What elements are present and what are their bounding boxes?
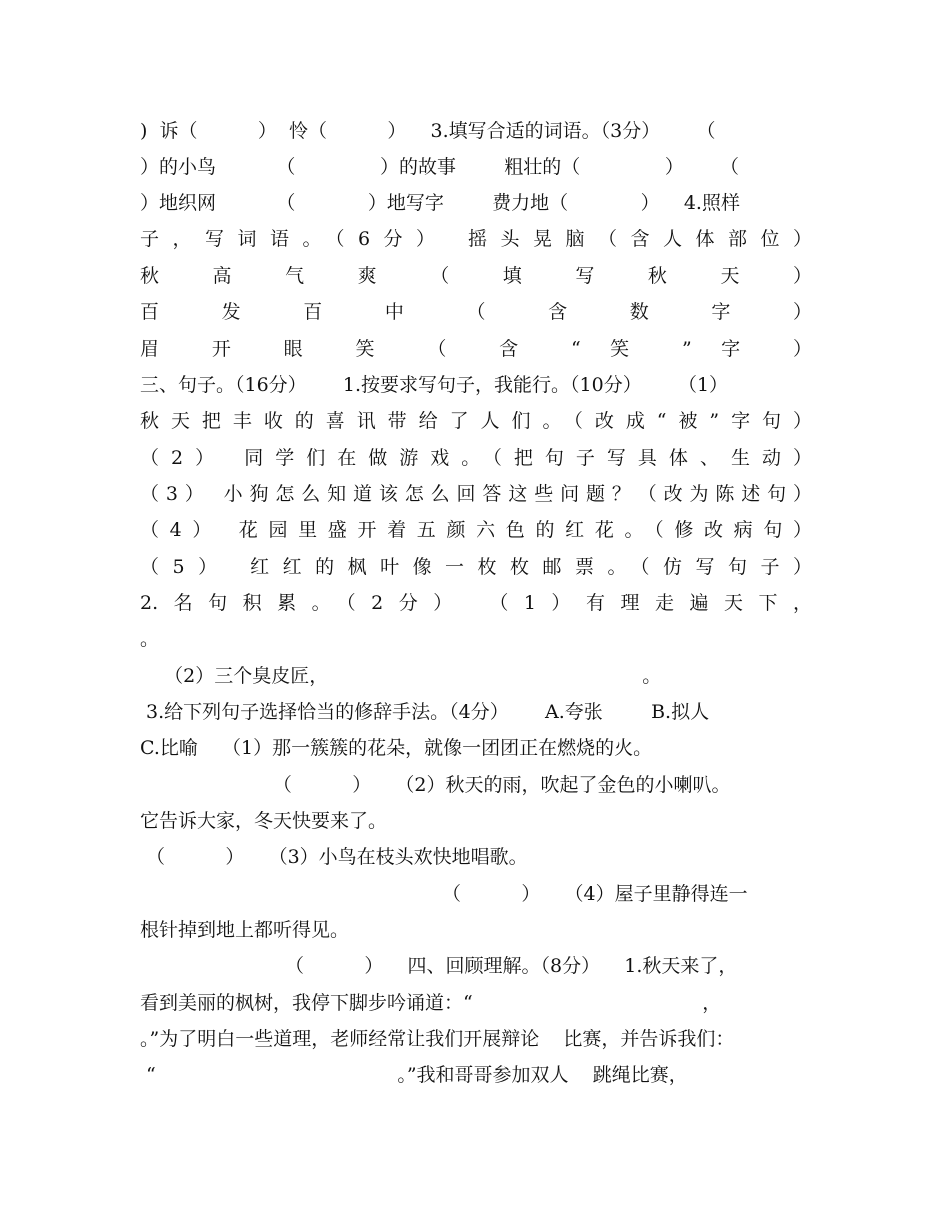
text-line-20: 它告诉大家，冬天快要来了。 xyxy=(140,810,388,832)
text-line-16: （2）三个臭皮匠， 。 xyxy=(140,665,662,687)
text-line-19: （ ） （2）秋天的雨，吹起了金色的小喇叭。 xyxy=(140,774,731,796)
text-line-8: 三、句子。（16分） 1.按要求写句子，我能行。（10分） （1） xyxy=(140,374,729,396)
text-line-18: C.比喻 （1）那一簇簇的花朵，就像一团团正在燃烧的火。 xyxy=(140,737,653,759)
text-line-5: 秋 高 气 爽 （ 填 写 秋 天 ） xyxy=(140,265,812,287)
text-line-23: 根针掉到地上都听得见。 xyxy=(140,919,350,941)
text-line-7: 眉 开 眼 笑 （ 含 “ 笑 ” 字 ） xyxy=(140,338,812,360)
text-line-25: 看到美丽的枫树，我停下脚步吟诵道：“ ， xyxy=(140,992,722,1014)
text-line-13: （5） 红红的枫叶像一枚枚邮票。（仿写句子） xyxy=(140,556,812,578)
text-line-27: “ 。”我和哥哥参加双人 跳绳比赛， xyxy=(140,1064,688,1086)
text-line-10: （2） 同学们在做游戏。（把句子写具体、生动） xyxy=(140,447,812,469)
text-line-24: （ ） 四、回顾理解。（8分） 1.秋天来了， xyxy=(140,955,738,977)
text-line-4: 子，写词语。（6分） 摇头晃脑（含人体部位） xyxy=(140,228,812,250)
text-line-6: 百 发 百 中 （ 含 数 字 ） xyxy=(140,301,812,323)
text-line-12: （4） 花园里盛开着五颜六色的红花。（修改病句） xyxy=(140,519,812,541)
text-line-9: 秋天把丰收的喜讯带给了人们。（改成“被”字句） xyxy=(140,410,812,432)
text-line-17: 3.给下列句子选择恰当的修辞手法。（4分） A.夸张 B.拟人 xyxy=(140,701,710,723)
text-line-2: ）的小鸟 （ ）的故事 粗壮的（ ） （ xyxy=(140,156,740,178)
text-line-3: ）地织网 （ ）地写字 费力地（ ） 4.照样 xyxy=(140,192,740,214)
text-line-11: （3） 小狗怎么知道该怎么回答这些问题？（改为陈述句） xyxy=(140,483,812,505)
text-line-26: 。”为了明白一些道理，老师经常让我们开展辩论 比赛，并告诉我们： xyxy=(140,1028,735,1050)
text-line-22: （ ） （4）屋子里静得连一 xyxy=(140,883,748,905)
text-line-15: 。 xyxy=(140,628,160,650)
text-line-1: ) 诉（ ） 怜（ ） 3.填写合适的词语。（3分） （ xyxy=(140,120,716,142)
text-line-21: （ ） （3）小鸟在枝头欢快地唱歌。 xyxy=(140,846,528,868)
text-line-14: 2.名句积累。（2分） （1）有理走遍天下， xyxy=(140,592,812,614)
